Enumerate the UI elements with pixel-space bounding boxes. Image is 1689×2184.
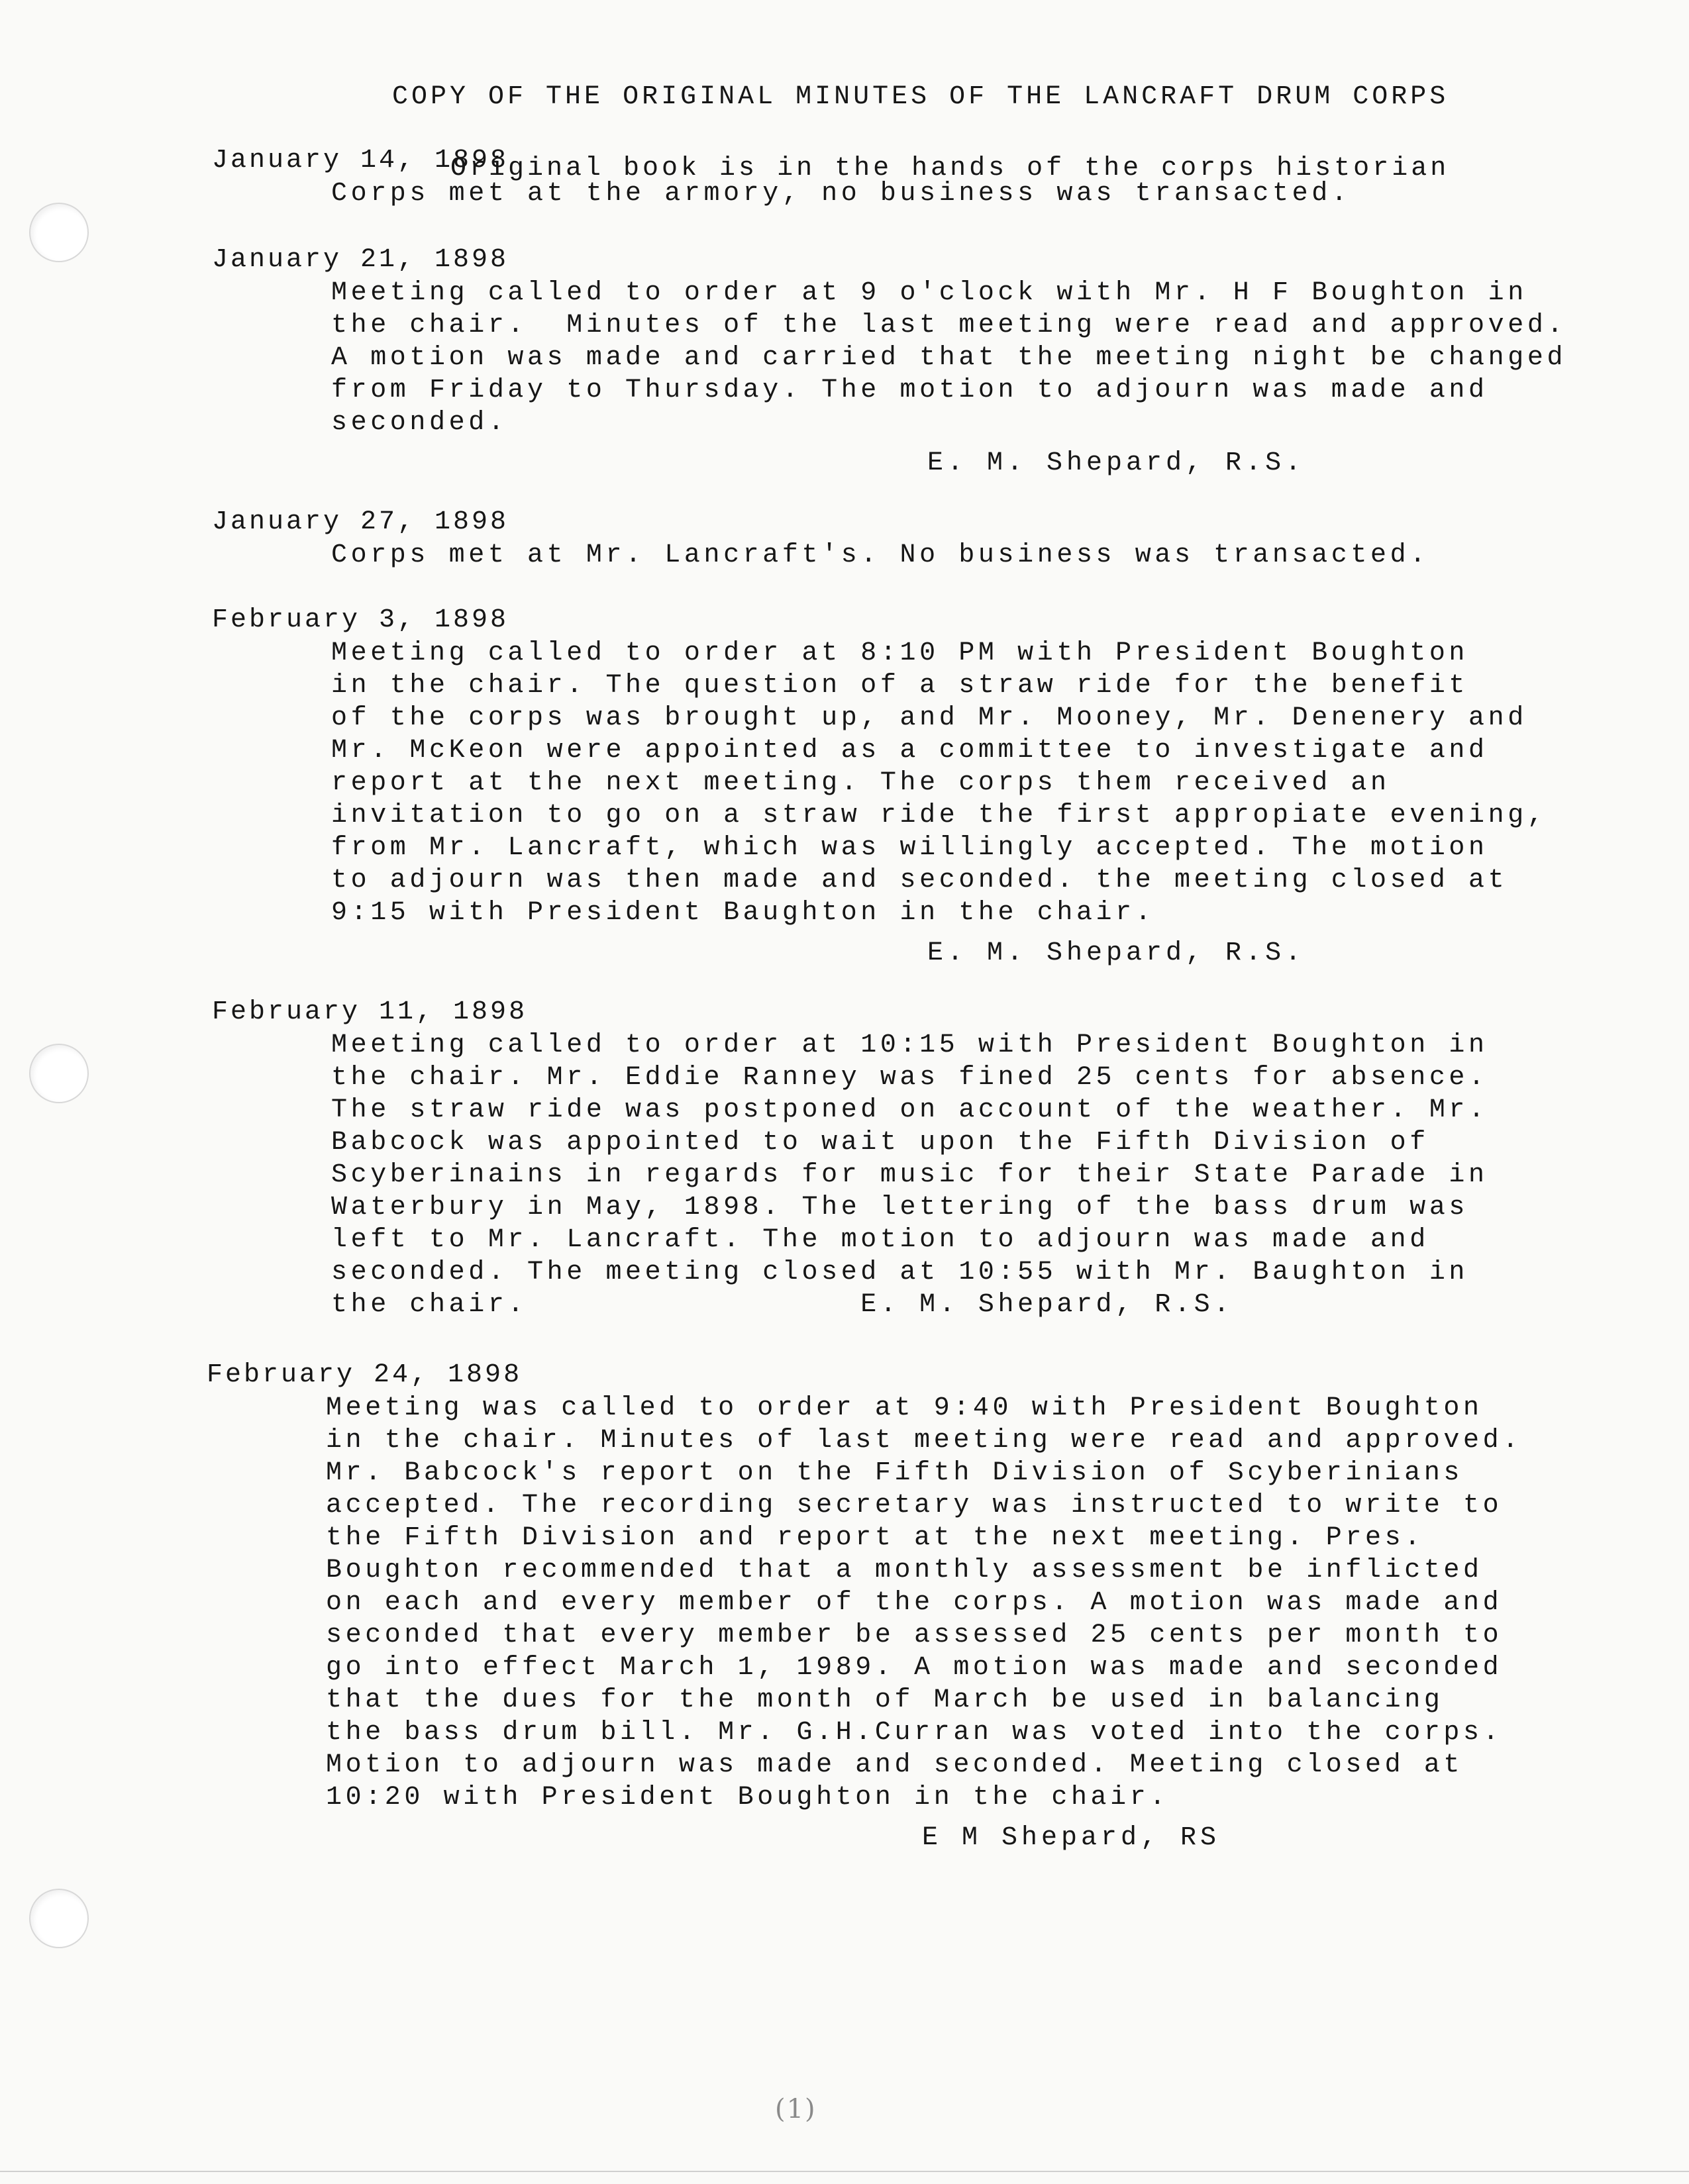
entry-date: January 21, 1898 — [212, 245, 509, 275]
page-edge — [0, 2171, 1689, 2172]
entry-line: 10:20 with President Boughton in the chair. — [326, 1783, 1169, 1812]
punch-hole — [29, 203, 89, 262]
minutes-entry — [212, 244, 1576, 480]
entry-line: in the chair. The question of a straw ride for the benefit — [331, 671, 1469, 701]
minutes-entry — [212, 604, 1576, 970]
entry-line: seconded. — [331, 408, 508, 438]
entry-line: left to Mr. Lancraft. The motion to adjourn was made and — [331, 1225, 1429, 1255]
entry-date: February 3, 1898 — [212, 605, 509, 635]
entry-date: February 11, 1898 — [212, 997, 528, 1027]
minutes-entry — [207, 1359, 1571, 1855]
entry-line: Mr. Babcock's report on the Fifth Division of Scyberinians — [326, 1458, 1464, 1488]
entry-date: January 27, 1898 — [212, 507, 509, 537]
entry-line: on each and every member of the corps. A motion was made and — [326, 1588, 1503, 1618]
punch-hole — [29, 1889, 89, 1948]
entry-body — [331, 177, 1576, 210]
entry-line: in the chair. Minutes of last meeting were read and approved. — [326, 1426, 1522, 1456]
punch-hole — [29, 1044, 89, 1103]
entry-line: from Mr. Lancraft, which was willingly accepted. The motion — [331, 833, 1488, 863]
entry-line: A motion was made and carried that the meeting night be changed — [331, 343, 1567, 373]
entry-line: Meeting called to order at 9 o'clock with Mr. H F Boughton in — [331, 278, 1527, 308]
secretary-signature: E. M. Shepard, R.S. — [927, 938, 1305, 968]
entry-line: the Fifth Division and report at the next meeting. Pres. — [326, 1523, 1424, 1553]
entry-line: go into effect March 1, 1989. A motion was made and seconded — [326, 1653, 1503, 1683]
entry-line: Boughton recommended that a monthly assessment be inflicted — [326, 1556, 1483, 1585]
minutes-entry — [212, 996, 1576, 1321]
entry-date: January 14, 1898 — [212, 146, 509, 175]
minutes-entry — [212, 506, 1576, 571]
entry-line: Scyberinains in regards for music for their State Parade in — [331, 1160, 1488, 1190]
entry-line: 9:15 with President Baughton in the chair. — [331, 898, 1155, 928]
entry-line: accepted. The recording secretary was instructed to write to — [326, 1491, 1503, 1520]
entry-line: seconded that every member be assessed 25 cents per month to — [326, 1620, 1503, 1650]
entry-line: Corps met at Mr. Lancraft's. No business was transacted. — [331, 540, 1429, 570]
entry-line: Babcock was appointed to wait upon the Fifth Division of — [331, 1128, 1429, 1158]
entry-line: that the dues for the month of March be used in balancing — [326, 1685, 1444, 1715]
entry-line: report at the next meeting. The corps them received an — [331, 768, 1390, 798]
entry-line: the bass drum bill. Mr. G.H.Curran was voted into the corps. — [326, 1718, 1503, 1748]
entry-body — [331, 539, 1576, 571]
entry-line: invitation to go on a straw ride the first appropiate evening, — [331, 801, 1547, 830]
entry-line: The straw ride was postponed on account of the weather. Mr. — [331, 1095, 1488, 1125]
entry-body — [331, 637, 1576, 929]
page-number: (1) — [775, 2094, 817, 2124]
entry-line: the chair. Minutes of the last meeting were read and approved. — [331, 311, 1567, 340]
entry-line: seconded. The meeting closed at 10:55 with Mr. Baughton in — [331, 1258, 1469, 1287]
entry-line: of the corps was brought up, and Mr. Mooney, Mr. Denenery and — [331, 703, 1527, 733]
secretary-signature: E. M. Shepard, R.S. — [927, 448, 1305, 478]
entry-line: from Friday to Thursday. The motion to adjourn was made and — [331, 375, 1488, 405]
entry-line: Meeting called to order at 10:15 with President Boughton in — [331, 1030, 1488, 1060]
entry-date: February 24, 1898 — [207, 1360, 523, 1390]
entry-line: Motion to adjourn was made and seconded. Meeting closed at — [326, 1750, 1464, 1780]
entry-body — [331, 277, 1576, 439]
entry-body — [326, 1392, 1571, 1814]
entry-body — [331, 1029, 1576, 1321]
entry-line: the chair. E. M. Shepard, R.S. — [331, 1290, 1233, 1320]
entry-line: to adjourn was then made and seconded. the meeting closed at — [331, 866, 1508, 895]
entry-line: Waterbury in May, 1898. The lettering of the bass drum was — [331, 1193, 1469, 1222]
entry-line: Mr. McKeon were appointed as a committee to investigate and — [331, 736, 1488, 766]
entry-line: Meeting was called to order at 9:40 with President Boughton — [326, 1393, 1483, 1423]
minutes-entry — [212, 144, 1576, 210]
entry-line: Meeting called to order at 8:10 PM with President Boughton — [331, 638, 1469, 668]
entry-line: Corps met at the armory, no business was transacted. — [331, 179, 1351, 209]
document-subtitle: Original book is in the hands of the corps historian — [450, 154, 1450, 183]
document-title: COPY OF THE ORIGINAL MINUTES OF THE LANCRAFT DRUM CORPS — [392, 82, 1449, 112]
secretary-signature: E M Shepard, RS — [922, 1823, 1221, 1853]
entry-line: the chair. Mr. Eddie Ranney was fined 25 cents for absence. — [331, 1063, 1488, 1093]
